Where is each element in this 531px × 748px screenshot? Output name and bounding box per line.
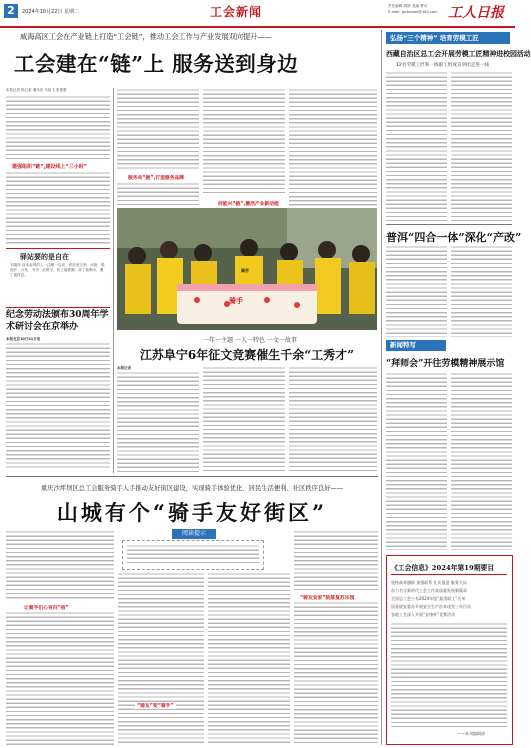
lead-body-col3 — [203, 88, 285, 196]
chongqing-body-1b — [6, 611, 114, 745]
issue-date: 2024年10月22日 星期二 — [22, 9, 80, 15]
chongqing-headline: 山城有个“骑手友好街区” — [56, 500, 328, 525]
right-tag-1 — [386, 32, 510, 44]
union-info-line-4: 国务院安委办开展安全生产治本攻坚三年行动 — [391, 604, 471, 609]
quote-box — [6, 248, 110, 308]
editor-line: 责任编辑 胡婷 美编 曹可 — [388, 4, 428, 8]
chongqing-body-1 — [6, 530, 114, 600]
lead-kicker: 威海高区工会在产业链上打造“工会链”，推动工会工作与产业发展双向提升—— — [20, 32, 272, 41]
lead-subhead-2: 服务向“链”,打造服务品牌 — [128, 176, 185, 181]
lead-subhead-1: 建强组织“链”,建设线上“三小时” — [12, 164, 88, 170]
quote-box-title: 驿站要的是自在 — [20, 253, 69, 261]
chongqing-body-4 — [294, 530, 378, 590]
jiangsu-caption: 一年一主题 一人一特色 一文一故事 — [203, 337, 297, 344]
newspaper-logo: 工人日报 — [448, 5, 504, 21]
lead-body-col1 — [6, 95, 110, 160]
right-rule-1 — [386, 224, 512, 225]
lead-body-col4 — [289, 88, 377, 206]
union-info-line-3: 全国总工会公布2024年度“最美职工”名单 — [391, 596, 466, 601]
labor-law-body — [6, 342, 110, 470]
union-info-rule — [391, 574, 507, 575]
mentor-body-1 — [386, 372, 447, 550]
chongqing-kicker: 重庆沙坪坝区总工会服务骑手人手推动友好街区建设，实现骑手体验优化、居民生活便利、社区秩序良好—— — [40, 485, 344, 492]
puer-headline: 普洱“四合一体”深化“产改” — [386, 231, 522, 244]
jiangsu-body-3 — [289, 366, 377, 473]
lead-headline: 工会建在“链”上 服务送到身边 — [14, 52, 299, 76]
puer-body-2 — [451, 245, 512, 337]
photo-cake-text: 骑手 — [229, 297, 243, 305]
union-info-line-1: 坚持高举旗帜 加强联系 扎实推进 服务大局 — [391, 580, 467, 585]
jiangsu-byline: 本报记者 — [117, 366, 131, 370]
chongqing-body-2 — [118, 572, 204, 745]
right-tag-2 — [386, 340, 446, 351]
lead-byline: 本报记者 杨召奎 通讯员 马绍飞 张蕾蕾 — [6, 88, 67, 92]
chongqing-body-4b — [294, 601, 378, 745]
union-info-box — [386, 555, 513, 745]
mentor-headline: “拜师会”开往劳模精神展示馆 — [386, 359, 505, 369]
right-tag-2-label: 新闻特写 — [390, 341, 416, 349]
union-info-line-5: 各地工会深入开展“安康杯”竞赛活动 — [391, 612, 456, 617]
right-column-divider — [381, 30, 382, 745]
union-info-footer: ——本刊编辑部 — [457, 731, 485, 736]
phone-line: E-mail: grrbnews@163.com — [388, 10, 438, 14]
chongqing-subhead-2: “骑友”变“骑手” — [137, 704, 174, 709]
lead-body-col2b — [117, 182, 199, 206]
tibet-headline: 西藏自治区总工会开展劳模工匠精神进校园活动 — [386, 50, 531, 58]
lead-subhead-3: 技能兴“链”,激活产业新动能 — [218, 202, 279, 207]
column-divider — [113, 88, 114, 473]
lead-body-col2 — [117, 88, 199, 171]
photo-shirt-text: 骑手 — [241, 268, 249, 273]
page-number: 2 — [4, 4, 18, 18]
chongqing-body-3 — [208, 572, 290, 745]
quote-box-text: 刘瑞萍 前来参观的人一边聊一边说，驿站里空调、冰箱、微波炉、沙发、书刊一应俱全，热了能歇脚，渴了能喝水，累了能休息。 — [10, 263, 105, 277]
banner-top-rule — [6, 476, 378, 477]
news-photo — [117, 208, 377, 330]
puer-body-1 — [386, 245, 447, 337]
tibet-body-1 — [386, 71, 447, 221]
editor-note-box — [122, 540, 264, 570]
jiangsu-body-1 — [117, 371, 199, 473]
union-info-line-2: 奋力书写新时代工会工作高质量发展新篇章 — [391, 588, 467, 593]
chongqing-subhead-3: “骑友安家”院落复苏乐园 — [300, 596, 355, 601]
right-tag-1-label: 弘扬“三个精神” 培育劳模工匠 — [390, 34, 479, 42]
union-info-body — [391, 622, 507, 727]
tibet-body-2 — [451, 71, 512, 221]
jiangsu-headline: 江苏阜宁6年征文竞赛催生千余“工秀才” — [139, 348, 355, 362]
labor-law-headline: 纪念劳动法颁布30周年学术研讨会在京举办 — [6, 310, 109, 332]
mentor-body-2 — [451, 372, 512, 550]
tibet-subhead: 12名劳模工匠和一线职工组成宣讲团走进一线 — [396, 63, 490, 68]
masthead — [0, 0, 515, 28]
labor-law-byline: 本报北京10月21日电 — [6, 337, 41, 341]
union-info-title: 《工会信息》2024年第19期要目 — [391, 564, 495, 572]
lead-body-col1b — [6, 171, 110, 246]
jiangsu-body-2 — [203, 366, 285, 473]
section-title: 工会新闻 — [210, 5, 263, 19]
editor-note-tag: 阅读提示 — [172, 529, 216, 539]
chongqing-subhead-1: 让骑手们心有归“宿” — [24, 606, 69, 611]
